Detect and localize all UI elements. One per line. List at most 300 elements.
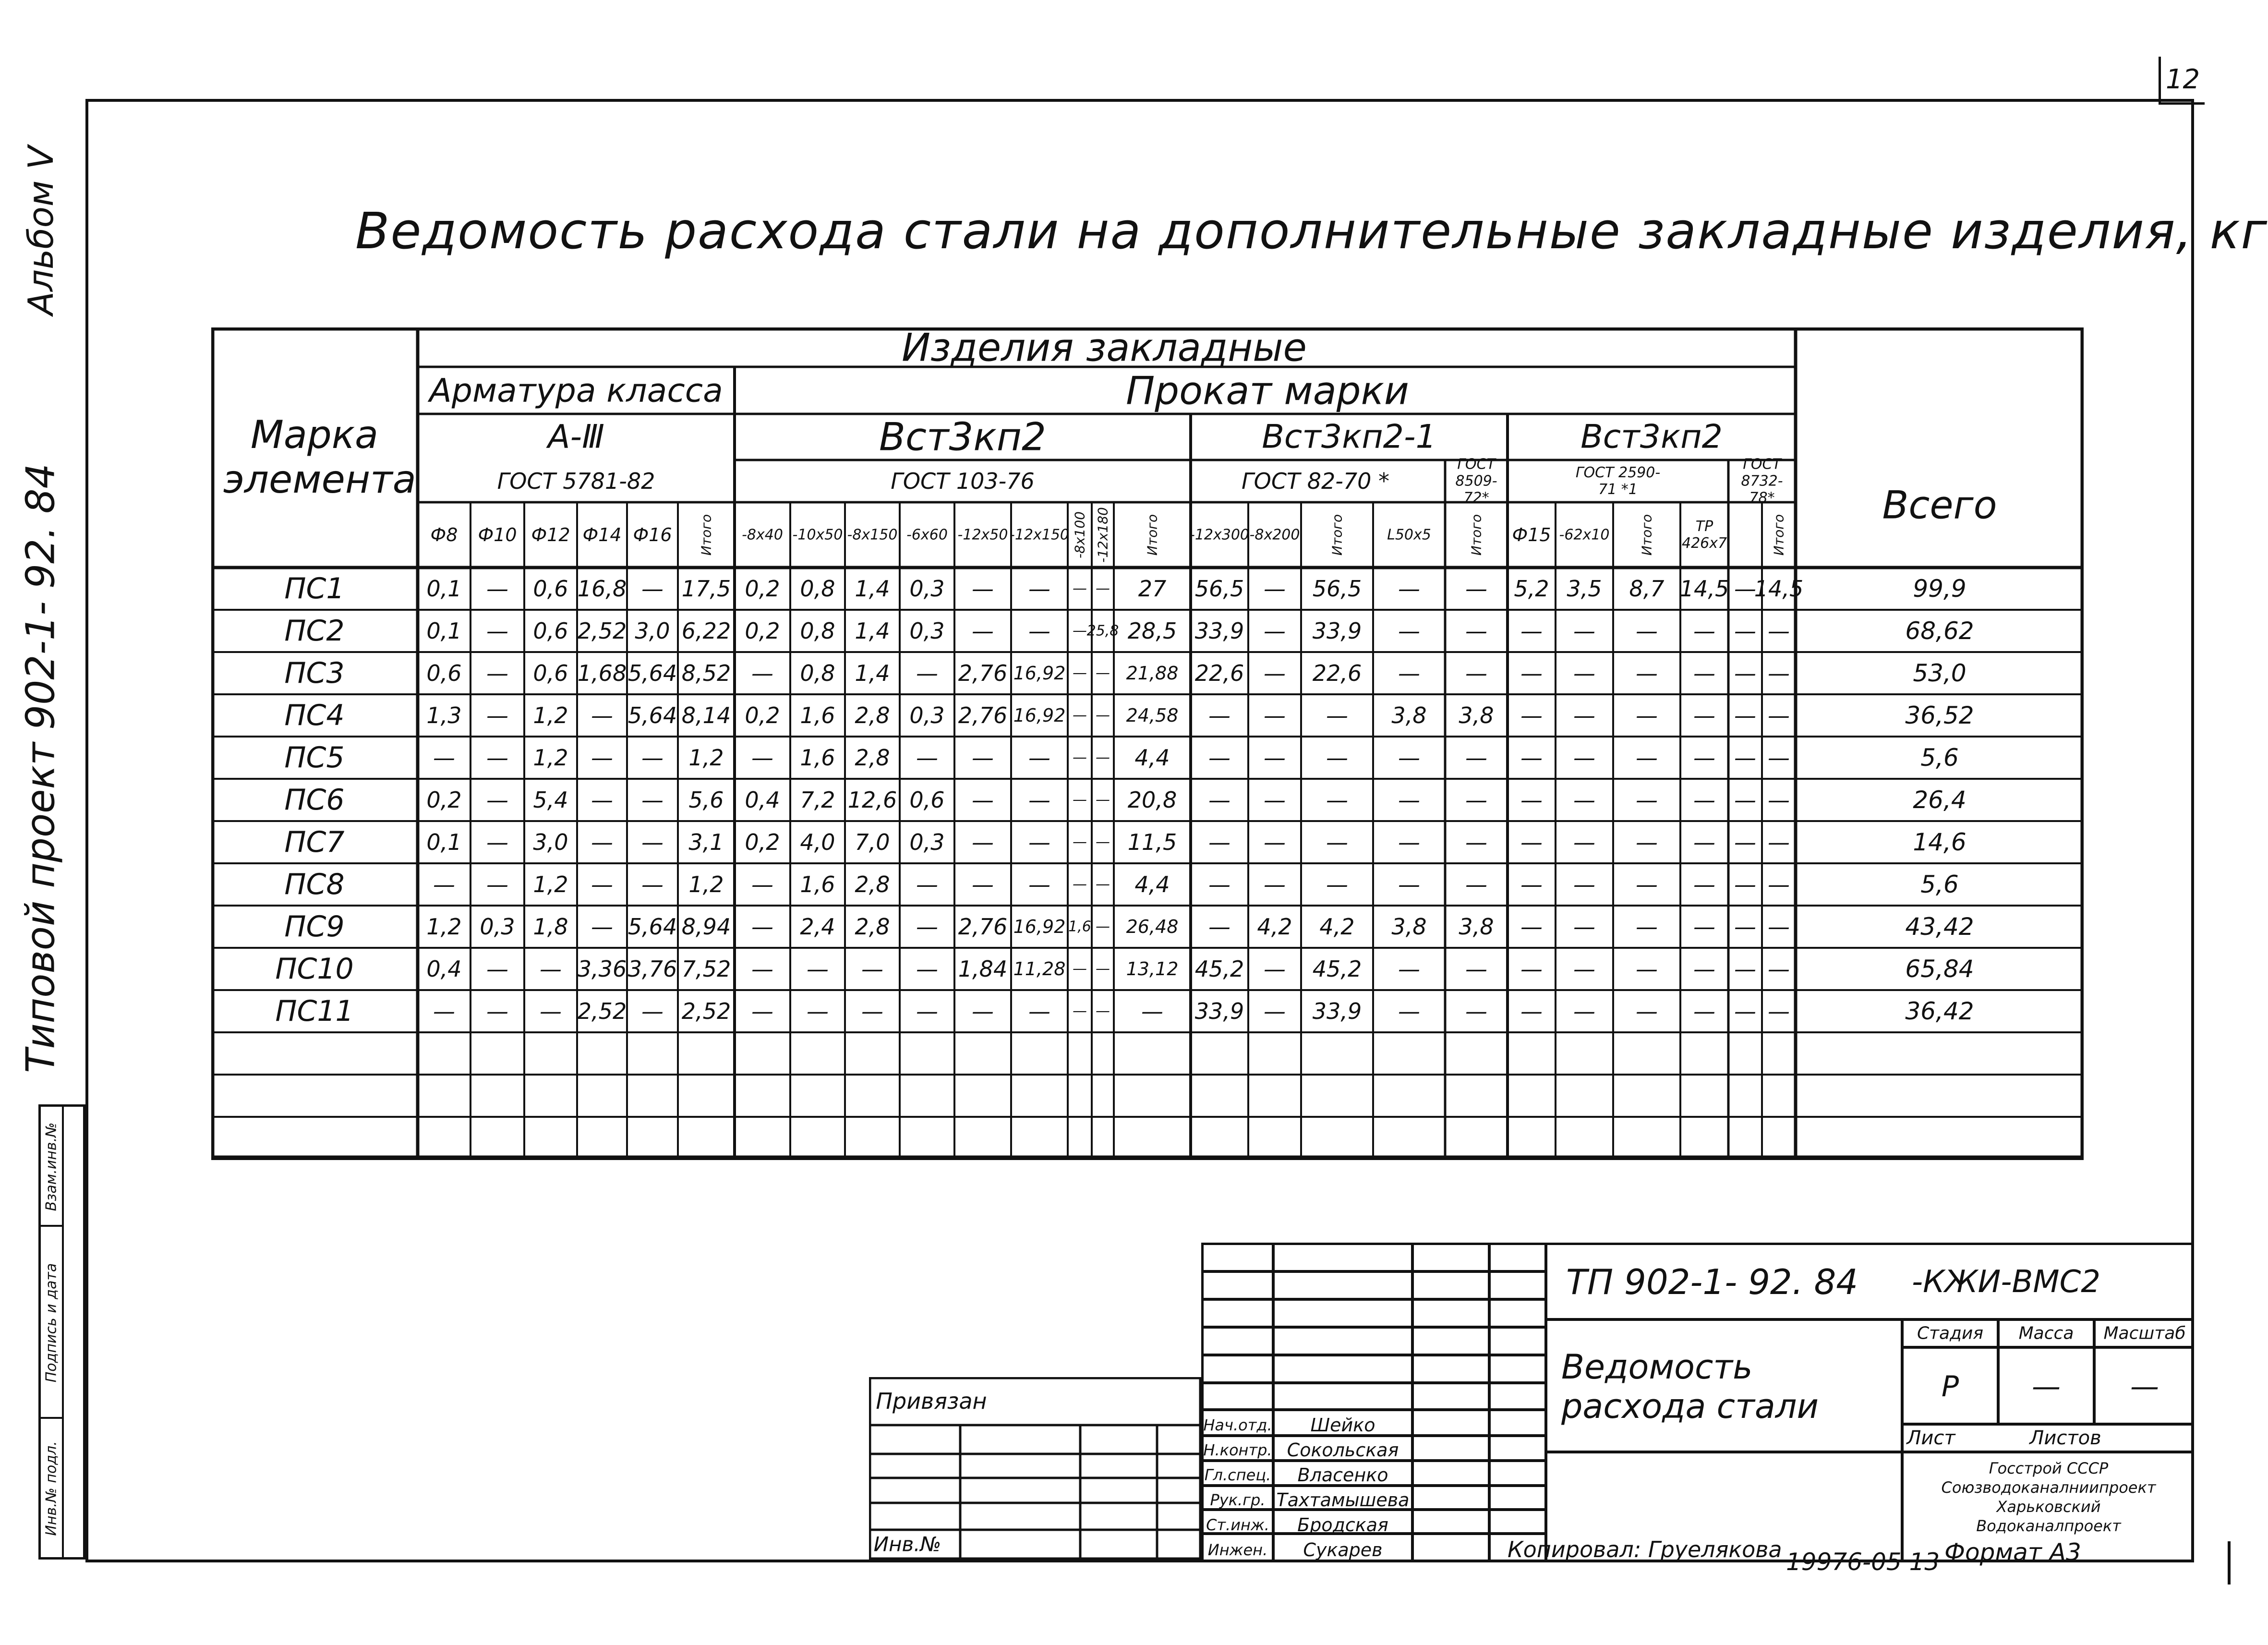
table-cell: — [1264,998,1286,1024]
table-cell: 0,6 [533,576,568,602]
table-cell: 0,3 [909,829,945,855]
title-block [1201,1243,2194,1560]
table-cell: — [1264,745,1286,771]
table-cell: — [1693,914,1715,940]
table-cell: — [1768,702,1790,728]
signer-name: Тахтамышева [1276,1489,1410,1511]
table-cell: — [1573,787,1595,813]
table-cell: — [1693,618,1715,644]
gost-a: ГОСТ 5781-82 [497,468,655,494]
table-cell: — [486,787,508,813]
col-header: Итого [1771,514,1787,556]
col-header: Итого [1329,514,1345,556]
table-cell: — [1073,665,1087,682]
table-cell: — [807,956,829,982]
table-cell: — [1398,787,1420,813]
table-cell: — [1073,791,1087,809]
binding-block [869,1377,1201,1560]
table-cell: — [1734,660,1756,686]
gost-f: ГОСТ 8732-78* [1741,456,1783,507]
table-cell: 12,6 [847,787,897,813]
table-cell: — [1573,914,1595,940]
signer-name: Бродская [1297,1514,1388,1536]
row-total: 36,52 [1905,702,1974,729]
col-header: Итого [1468,514,1484,556]
table-cell: — [1520,702,1543,728]
table-cell: — [916,956,938,982]
table-cell: — [486,702,508,728]
album-label [19,115,62,346]
table-cell: — [1693,660,1715,686]
table-cell: — [972,871,994,897]
table-cell: — [1073,622,1087,640]
table-cell: — [1573,829,1595,855]
table-cell: — [1520,745,1543,771]
table-cell: — [1398,998,1420,1024]
table-cell: 0,8 [800,576,835,602]
table-cell: 16,92 [1013,916,1066,937]
table-cell: 3,36 [577,956,627,982]
table-cell: — [807,998,829,1024]
sheet-number: 12 [2159,57,2205,105]
table-cell: — [1208,914,1231,940]
table-cell: — [1264,660,1286,686]
table-cell: 3,0 [635,618,670,644]
row-total: 14,6 [1913,828,1966,856]
table-cell: — [1573,871,1595,897]
table-cell: 4,2 [1257,914,1292,940]
table-cell: — [1768,956,1790,982]
prokat-header: Прокат марки [1126,368,1409,413]
table-cell: — [641,745,664,771]
table-cell: — [1096,876,1110,893]
margin-stamp-cell [41,1227,62,1419]
table-cell: 1,4 [855,660,890,686]
table-cell: — [1096,1003,1110,1020]
table-cell: 3,8 [1391,914,1427,940]
table-cell: — [1520,829,1543,855]
table-cell: — [1573,618,1595,644]
table-cell: 45,2 [1312,956,1362,982]
gost-d: ГОСТ 8509-72* [1455,456,1497,507]
table-cell: — [1636,871,1658,897]
table-cell: — [751,745,773,771]
table-cell: — [1768,660,1790,686]
table-cell: 21,88 [1126,663,1179,684]
table-cell: 4,4 [1134,745,1170,771]
table-cell: 3,5 [1567,576,1602,602]
table-cell: 1,68 [577,660,627,686]
table-cell: — [1465,618,1487,644]
scale-label: Масштаб [2103,1323,2186,1343]
table-cell: — [1636,702,1658,728]
table-cell: — [591,914,613,940]
table-cell: — [1096,918,1110,935]
mark-header-label: Марка элемента [223,412,416,502]
table-cell: 0,4 [426,956,462,982]
col-header: Ф16 [633,524,672,545]
margin-stamp-text: Взам.инв.№ [43,1122,60,1211]
table-cell: 26,48 [1126,916,1179,937]
table-cell: — [486,998,508,1024]
col-header: -6x60 [906,526,948,544]
table-cell: — [540,956,562,982]
col-header: -12x150 [1009,526,1070,544]
table-cell: — [1636,914,1658,940]
table-cell: — [1465,576,1487,602]
table-cell: — [1734,871,1756,897]
table-cell: — [1693,871,1715,897]
table-cell: 56,5 [1312,576,1362,602]
table-cell: — [591,702,613,728]
table-cell: — [1636,829,1658,855]
table-cell: — [972,998,994,1024]
table-cell: — [1636,618,1658,644]
table-cell: — [1734,576,1756,602]
org-line: Харьковский [1996,1498,2101,1516]
table-cell: 0,3 [909,702,945,728]
table-cell: — [1264,618,1286,644]
binding-inv: Инв.№ [873,1532,941,1556]
margin-stamp-cell [41,1107,62,1227]
table-cell: 8,14 [681,702,731,728]
vst2-header: Вст3кп2-1 [1262,418,1436,456]
row-mark: ПС2 [284,614,345,648]
col-header: Ф14 [582,524,622,545]
table-cell: — [1693,998,1715,1024]
table-cell: 45,2 [1194,956,1244,982]
row-mark: ПС4 [284,699,345,732]
table-cell: — [1264,702,1286,728]
col-header: Итого [1144,514,1160,556]
table-cell: — [540,998,562,1024]
row-total: 5,6 [1920,871,1959,898]
mass-label: Масса [2018,1323,2074,1343]
table-cell: — [591,787,613,813]
table-cell: — [1073,960,1087,978]
col-header: ТР 426x7 [1682,518,1727,552]
table-cell: 5,64 [627,914,677,940]
signer-role: Гл.спец. [1204,1466,1271,1484]
table-cell: 2,8 [855,871,890,897]
table-cell: — [1573,745,1595,771]
table-cell: 3,76 [627,956,677,982]
table-cell: 5,64 [627,702,677,728]
table-cell: — [972,576,994,602]
table-cell: — [1465,871,1487,897]
row-mark: ПС11 [275,994,354,1028]
table-cell: — [1073,834,1087,851]
sheet-label: Лист [1906,1427,1955,1449]
table-cell: — [1073,749,1087,766]
col-header: -12x180 [1095,507,1111,563]
binding-label: Привязан [876,1388,987,1414]
total-header: Всего [1882,483,1997,528]
table-cell: 0,2 [745,829,780,855]
table-cell: — [1208,745,1231,771]
table-cell: 0,8 [800,618,835,644]
table-cell: 16,92 [1013,705,1066,726]
table-cell: — [1573,998,1595,1024]
table-cell: 5,2 [1514,576,1549,602]
table-cell: — [1573,702,1595,728]
table-cell: 3,1 [688,829,724,855]
signer-name: Сокольская [1287,1439,1399,1461]
table-cell: — [486,956,508,982]
table-cell: — [1398,829,1420,855]
gost-c: ГОСТ 82-70 * [1242,468,1389,494]
table-cell: — [1465,829,1487,855]
col-header: Ф12 [531,524,570,545]
gost-b: ГОСТ 103-76 [891,468,1035,494]
table-cell: — [1264,871,1286,897]
table-cell: — [1028,871,1050,897]
table-cell: 25,8 [1086,622,1119,640]
table-cell: — [1326,745,1348,771]
table-cell: 0,1 [426,829,462,855]
table-cell: 2,76 [958,914,1008,940]
signer-role: Ст.инж. [1206,1516,1269,1534]
row-total: 68,62 [1905,617,1974,645]
table-cell: — [486,871,508,897]
table-cell: 13,12 [1126,958,1179,980]
table-cell: — [1398,956,1420,982]
row-mark: ПС7 [284,825,345,859]
table-cell: — [1096,665,1110,682]
table-cell: 1,4 [855,576,890,602]
col-header: -8x200 [1249,526,1300,544]
signer-name: Сукарев [1303,1539,1383,1560]
table-cell: 7,52 [681,956,731,982]
table-cell: — [1734,787,1756,813]
table-cell: 0,2 [745,702,780,728]
row-mark: ПС10 [275,952,354,986]
project-text: Типовой проект 902-1- 92. 84 [18,463,64,1073]
row-mark: ПС5 [284,741,345,774]
signer-role: Инжен. [1207,1541,1268,1559]
table-cell: 1,2 [533,745,568,771]
table-cell: — [1734,618,1756,644]
row-mark: ПС9 [284,910,345,943]
table-cell: — [1636,787,1658,813]
table-cell: — [1264,829,1286,855]
table-cell: 11,28 [1013,958,1066,980]
table-cell: — [1398,745,1420,771]
table-cell: 0,6 [426,660,462,686]
row-total: 53,0 [1913,659,1966,687]
table-cell: 56,5 [1194,576,1244,602]
table-cell: — [1734,998,1756,1024]
table-cell: 22,6 [1194,660,1244,686]
table-cell: 3,8 [1459,914,1494,940]
table-cell: — [1028,829,1050,855]
table-cell: — [1734,745,1756,771]
row-mark: ПС3 [284,656,345,690]
table-cell: — [1141,998,1163,1024]
table-cell: 3,8 [1459,702,1494,728]
table-cell: — [1398,660,1420,686]
table-cell: 1,6 [800,871,835,897]
table-cell: — [1208,871,1231,897]
col-header: Ф15 [1512,524,1551,545]
a3-header: А-Ⅲ [548,418,604,456]
table-cell: — [1734,829,1756,855]
table-cell: 1,2 [426,914,462,940]
table-cell: 24,58 [1126,705,1179,726]
col-header: -8x40 [742,526,783,544]
table-cell: 1,6 [1068,918,1091,935]
table-cell: — [751,914,773,940]
doc-code: ТП 902-1- 92. 84 [1566,1262,1858,1302]
mass-value: — [2032,1370,2061,1403]
table-cell: — [1768,871,1790,897]
table-cell: 33,9 [1194,618,1244,644]
table-cell: 1,3 [426,702,462,728]
table-cell: — [1096,580,1110,597]
margin-stamp-text: Инв.№ подл. [43,1441,60,1536]
table-cell: — [1465,956,1487,982]
table-cell: 4,0 [800,829,835,855]
row-total: 43,42 [1905,913,1974,941]
table-cell: — [972,745,994,771]
table-cell: 33,9 [1312,998,1362,1024]
table-cell: — [972,829,994,855]
table-cell: — [641,998,664,1024]
table-cell: — [1465,787,1487,813]
table-cell: — [1326,829,1348,855]
table-cell: 2,76 [958,660,1008,686]
table-cell: — [1398,576,1420,602]
row-mark: ПС6 [284,783,345,817]
table-cell: — [1208,829,1231,855]
table-cell: — [1465,998,1487,1024]
table-cell: — [1398,871,1420,897]
table-cell: 6,22 [681,618,731,644]
table-cell: — [1768,787,1790,813]
table-cell: 5,6 [688,787,724,813]
table-cell: — [486,618,508,644]
table-cell: — [1028,787,1050,813]
table-cell: — [1768,829,1790,855]
table-cell: 1,6 [800,702,835,728]
table-cell: 28,5 [1127,618,1177,644]
table-cell: — [972,787,994,813]
col-header: Ф10 [478,524,517,545]
table-cell: 1,2 [688,745,724,771]
table-cell: — [1264,576,1286,602]
table-cell: 27 [1138,576,1167,602]
table-cell: — [1465,660,1487,686]
table-cell: 0,4 [745,787,780,813]
row-total: 26,4 [1913,786,1966,814]
table-cell: 5,64 [627,660,677,686]
sheet-format: Формат А3 [1944,1538,2081,1566]
table-cell: 3,0 [533,829,568,855]
table-cell: — [1398,618,1420,644]
table-cell: 1,2 [533,702,568,728]
table-cell: — [972,618,994,644]
scale-value: — [2130,1370,2159,1403]
doc-name: Ведомость расхода стали [1561,1347,1819,1426]
table-cell: — [916,660,938,686]
col-header: -62x10 [1559,526,1610,544]
table-cell: — [486,745,508,771]
gost-e: ГОСТ 2590-71 *1 [1575,464,1661,498]
table-cell: 0,3 [480,914,515,940]
table-cell: 14,5 [1754,576,1804,602]
row-total: 36,42 [1905,997,1974,1025]
org-line: Водоканалпроект [1976,1517,2121,1535]
table-cell: 2,4 [800,914,835,940]
col-header: L50x5 [1387,526,1431,544]
table-cell: — [433,998,455,1024]
album-text: Альбом V [21,145,61,315]
doc-suffix: -КЖИ-ВМС2 [1912,1264,2100,1300]
table-cell: — [1520,787,1543,813]
table-cell: 22,6 [1312,660,1362,686]
col-header: Итого [1639,514,1655,556]
table-cell: 1,2 [533,871,568,897]
margin-stamp [38,1104,85,1560]
table-cell: 2,8 [855,702,890,728]
steel-table [211,327,2084,1210]
table-cell: — [1734,956,1756,982]
signer-name: Власенко [1297,1464,1388,1486]
table-cell: — [486,576,508,602]
table-cell: 4,4 [1134,871,1170,897]
table-cell: 8,52 [681,660,731,686]
table-cell: — [916,871,938,897]
table-cell: — [751,660,773,686]
table-cell: 3,8 [1391,702,1427,728]
table-cell: — [591,829,613,855]
table-cell: 2,76 [958,702,1008,728]
table-cell: — [1073,707,1087,724]
table-cell: — [1073,1003,1087,1020]
table-cell: 8,94 [681,914,731,940]
copied-by: Копировал: Груелякова [1508,1536,1782,1562]
table-cell: — [1573,956,1595,982]
table-cell: — [1520,871,1543,897]
table-cell: — [1028,618,1050,644]
table-cell: 0,3 [909,576,945,602]
signer-name: Шейко [1310,1415,1375,1436]
table-cell: 0,2 [426,787,462,813]
table-cell: — [1326,702,1348,728]
table-cell: 7,2 [800,787,835,813]
signer-role: Н.контр. [1203,1441,1272,1459]
signer-role: Рук.гр. [1210,1491,1266,1509]
table-cell: — [433,745,455,771]
col-header: -12x50 [957,526,1008,544]
table-cell: — [1734,914,1756,940]
table-cell: — [486,829,508,855]
table-cell: — [591,871,613,897]
table-cell: — [1520,618,1543,644]
table-cell: — [1073,580,1087,597]
table-cell: — [1768,914,1790,940]
table-cell: — [751,871,773,897]
row-mark: ПС1 [284,572,345,605]
table-cell: — [1326,871,1348,897]
table-cell: — [1693,787,1715,813]
table-cell: 0,2 [745,576,780,602]
col-header: -8x100 [1072,511,1088,558]
table-cell: — [1520,660,1543,686]
table-cell: — [1636,660,1658,686]
table-cell: 11,5 [1127,829,1177,855]
vst1-header: Вст3кп2 [879,414,1046,460]
